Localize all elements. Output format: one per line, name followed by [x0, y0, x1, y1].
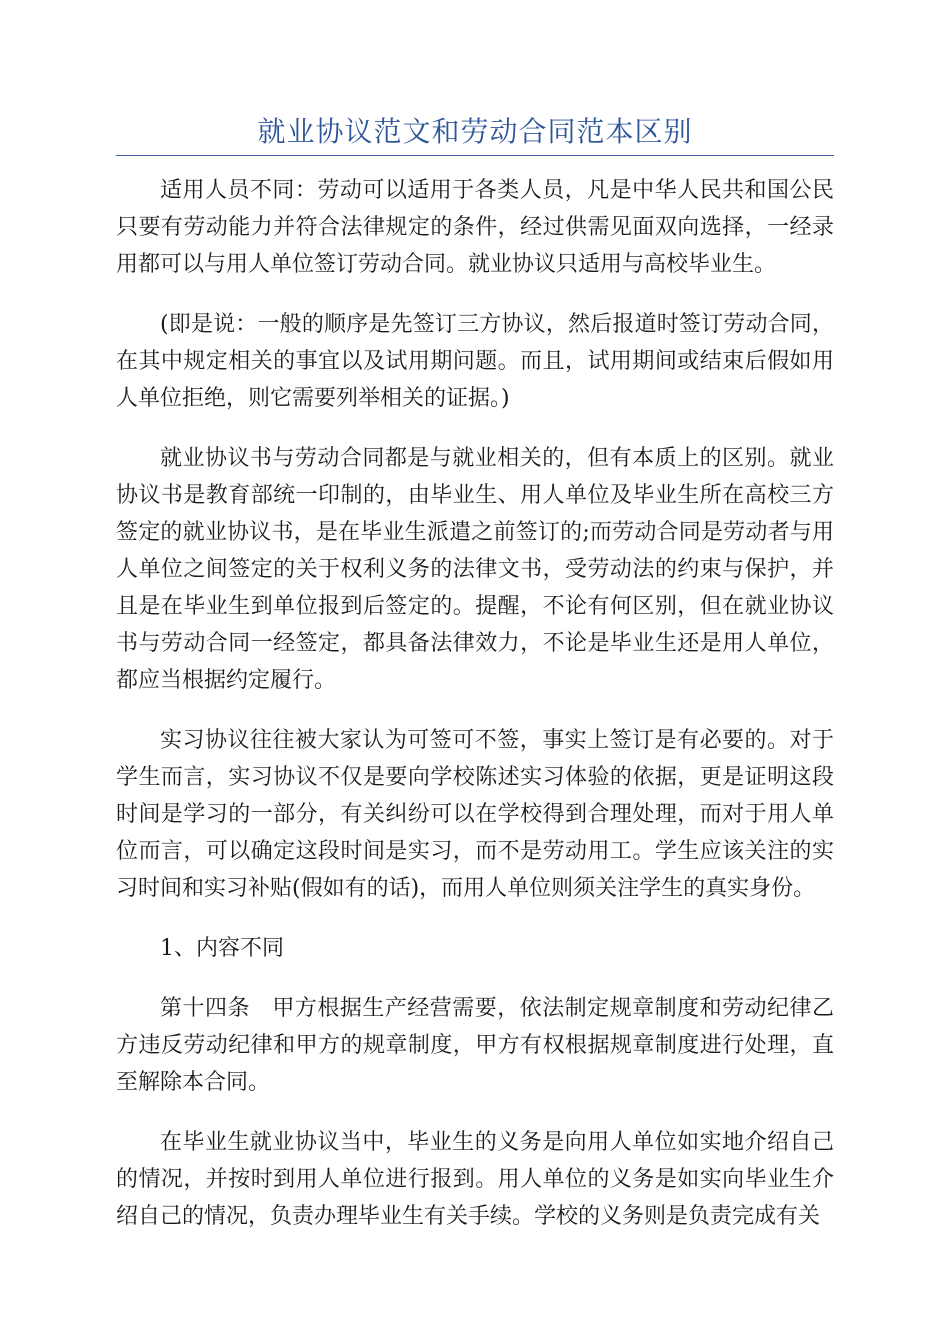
document-body	[116, 172, 834, 1258]
document-title: 就业协议范文和劳动合同范本区别	[257, 115, 693, 148]
section-heading-content-difference: 1、内容不同	[160, 936, 284, 961]
paragraph-article-fourteen: 第十四条 甲方根据生产经营需要，依法制定规章制度和劳动纪律乙方违反劳动纪律和甲方的规章制度，甲方有权根据规章制度进行处理，直至解除本合同。	[116, 996, 834, 1095]
paragraph-essential-difference: 就业协议书与劳动合同都是与就业相关的，但有本质上的区别。就业协议书是教育部统一印制的，由毕业生、用人单位及毕业生所在高校三方签定的就业协议书，是在毕业生派遣之前签订的;而劳动合同是劳动者与用人单位之间签定的关于权利义务的法律文书，受劳动法的约束与保护，并且是在毕业生到单位报到后签定的。提醒，不论有何区别，但在就业协议书与劳动合同一经签定，都具备法律效力，不论是毕业生还是用人单位，都应当根据约定履行。	[116, 446, 834, 693]
paragraph-graduate-obligations: 在毕业生就业协议当中，毕业生的义务是向用人单位如实地介绍自己的情况，并按时到用人单位进行报到。用人单位的义务是如实向毕业生介绍自己的情况，负责办理毕业生有关手续。学校的义务则是负责完成有关	[116, 1130, 834, 1229]
title-underline	[116, 155, 834, 156]
paragraph-internship-agreement: 实习协议往往被大家认为可签可不签，事实上签订是有必要的。对于学生而言，实习协议不仅是要向学校陈述实习体验的依据，更是证明这段时间是学习的一部分，有关纠纷可以在学校得到合理处理，而对于用人单位而言，可以确定这段时间是实习，而不是劳动用工。学生应该关注的实习时间和实习补贴(假如有的话)，而用人单位则须关注学生的真实身份。	[116, 728, 834, 901]
paragraph-signing-order: (即是说：一般的顺序是先签订三方协议，然后报道时签订劳动合同，在其中规定相关的事宜以及试用期问题。而且，试用期间或结束后假如用人单位拒绝，则它需要列举相关的证据。)	[116, 312, 834, 411]
paragraph-applicable-persons: 适用人员不同：劳动可以适用于各类人员，凡是中华人民共和国公民只要有劳动能力并符合法律规定的条件，经过供需见面双向选择，一经录用都可以与用人单位签订劳动合同。就业协议只适用与高校毕业生。	[116, 178, 834, 277]
